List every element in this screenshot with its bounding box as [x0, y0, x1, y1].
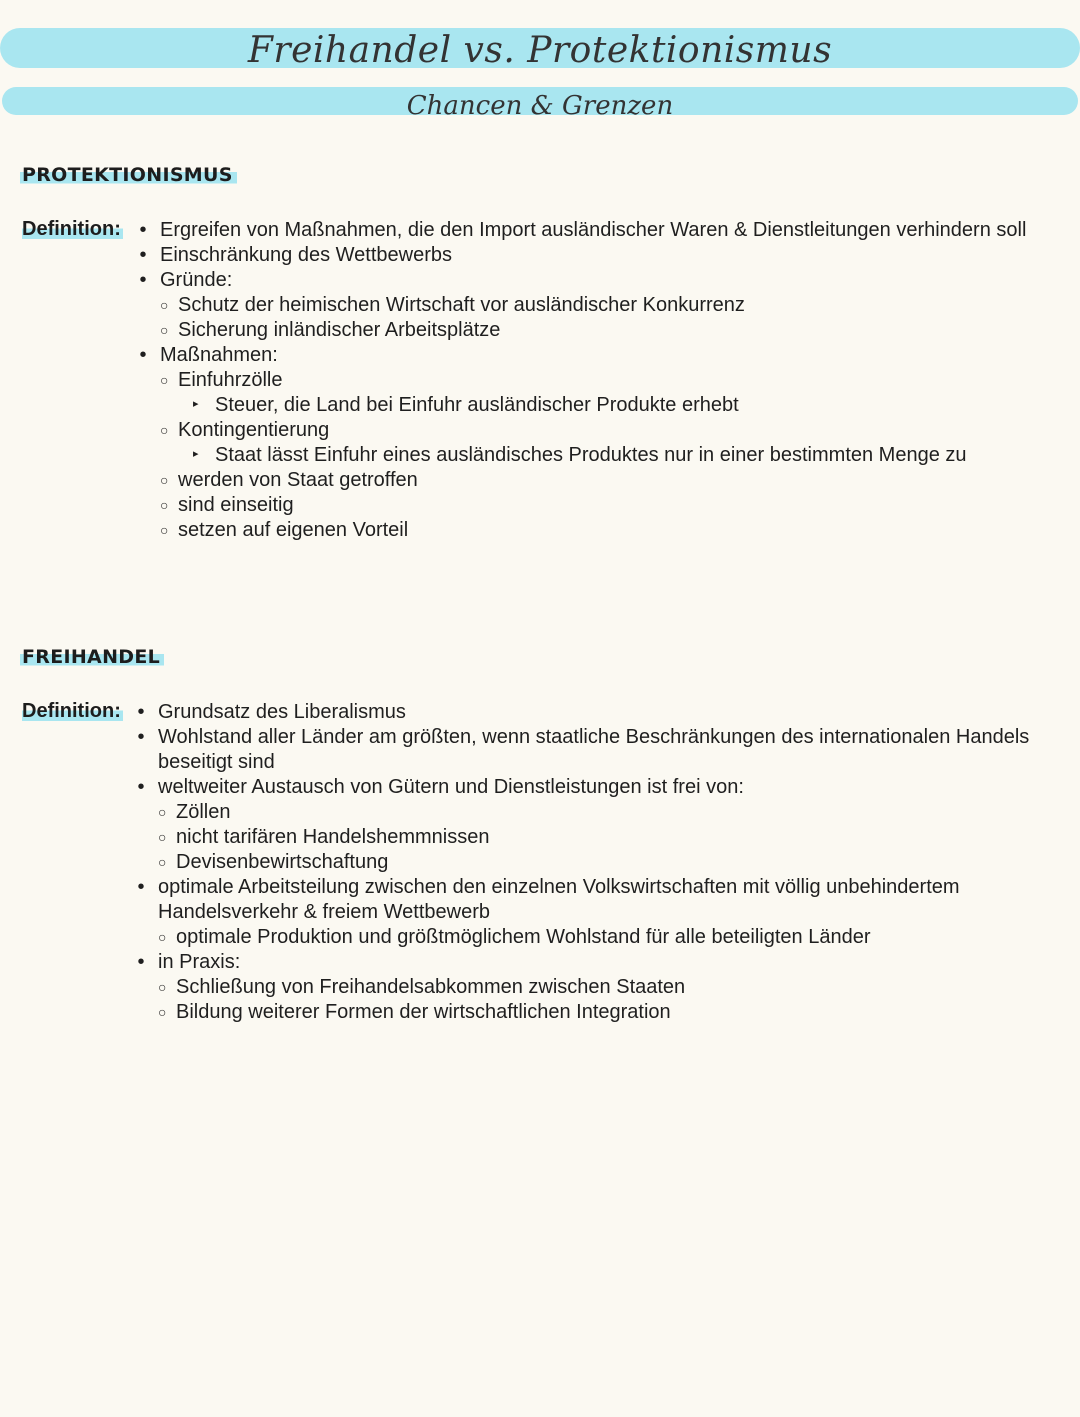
bullet-icon: •: [137, 776, 145, 798]
sub-list-item: ○ Zöllen: [158, 801, 231, 823]
protektionismus-list: [138, 218, 1068, 543]
bullet-icon: •: [139, 219, 147, 241]
bullet-icon: •: [137, 951, 145, 973]
freihandel-list: [136, 700, 1066, 1025]
list-item: • in Praxis:: [137, 951, 241, 973]
list-item: • Grundsatz des Liberalismus: [137, 701, 406, 723]
list-item: • Ergreifen von Maßnahmen, die den Import ausländischer Waren & Dienstleitungen verhindern soll: [139, 219, 1027, 241]
circle-bullet-icon: ○: [158, 979, 167, 995]
circle-bullet-icon: ○: [160, 372, 169, 388]
triangle-bullet-icon: ▸: [193, 398, 199, 410]
circle-bullet-icon: ○: [160, 522, 169, 538]
page-subtitle: Chancen & Grenzen: [406, 91, 674, 121]
sub-list-item: ○ Einfuhrzölle: [160, 369, 283, 391]
circle-bullet-icon: ○: [158, 929, 167, 945]
subtitle-banner: [2, 87, 1078, 121]
sub-sub-list-item: ▸ Staat lässt Einfuhr eines ausländisches Produktes nur in einer bestimmten Menge zu: [193, 444, 967, 466]
circle-bullet-icon: ○: [160, 422, 169, 438]
list-item: • Wohlstand aller Länder am größten, wenn staatliche Beschränkungen des internationalen Handels beseitigt sind: [137, 726, 1030, 773]
bullet-icon: •: [139, 269, 147, 291]
circle-bullet-icon: ○: [158, 854, 167, 870]
sub-list-item: ○ Devisenbewirtschaftung: [158, 851, 389, 873]
circle-bullet-icon: ○: [160, 322, 169, 338]
bullet-icon: •: [139, 344, 147, 366]
definition-label-freihandel: Definition:: [22, 700, 121, 722]
list-item: • optimale Arbeitsteilung zwischen den einzelnen Volkswirtschaften mit völlig unbehindertem Handelsverkehr & freiem Wettbewerb: [137, 876, 960, 923]
definition-label-protektionismus: Definition:: [22, 218, 121, 240]
section-heading-freihandel: FREIHANDEL: [20, 645, 164, 668]
sub-list-item: ○ Schließung von Freihandelsabkommen zwischen Staaten: [158, 976, 686, 998]
list-item: • Gründe:: [139, 269, 233, 291]
sub-list-item: ○ werden von Staat getroffen: [160, 469, 418, 491]
sub-list-item: ○ Kontingentierung: [160, 419, 330, 441]
list-item: • Maßnahmen:: [139, 344, 278, 366]
bullet-icon: •: [137, 701, 145, 723]
sub-list-item: ○ Schutz der heimischen Wirtschaft vor ausländischer Konkurrenz: [160, 294, 745, 316]
sub-list-item: ○ optimale Produktion und größtmöglichem Wohlstand für alle beteiligten Länder: [158, 926, 871, 948]
circle-bullet-icon: ○: [158, 829, 167, 845]
sub-list-item: ○ sind einseitig: [160, 494, 294, 516]
circle-bullet-icon: ○: [158, 1004, 167, 1020]
bullet-icon: •: [137, 876, 145, 898]
list-item: • Einschränkung des Wettbewerbs: [139, 244, 453, 266]
title-banner: [0, 28, 1080, 71]
sub-list-item: ○ setzen auf eigenen Vorteil: [160, 519, 409, 541]
section-heading-protektionismus: PROTEKTIONISMUS: [20, 163, 237, 186]
triangle-bullet-icon: ▸: [193, 448, 199, 460]
list-item: • weltweiter Austausch von Gütern und Dienstleistungen ist frei von:: [137, 776, 744, 798]
page-title: Freihandel vs. Protektionismus: [247, 30, 833, 71]
circle-bullet-icon: ○: [160, 497, 169, 513]
circle-bullet-icon: ○: [158, 804, 167, 820]
sub-list-item: ○ Bildung weiterer Formen der wirtschaftlichen Integration: [158, 1001, 671, 1023]
sub-list-item: ○ Sicherung inländischer Arbeitsplätze: [160, 319, 501, 341]
bullet-icon: •: [139, 244, 147, 266]
sub-sub-list-item: ▸ Steuer, die Land bei Einfuhr ausländischer Produkte erhebt: [193, 394, 739, 416]
bullet-icon: •: [137, 726, 145, 748]
sub-list-item: ○ nicht tarifären Handelshemmnissen: [158, 826, 490, 848]
circle-bullet-icon: ○: [160, 472, 169, 488]
circle-bullet-icon: ○: [160, 297, 169, 313]
